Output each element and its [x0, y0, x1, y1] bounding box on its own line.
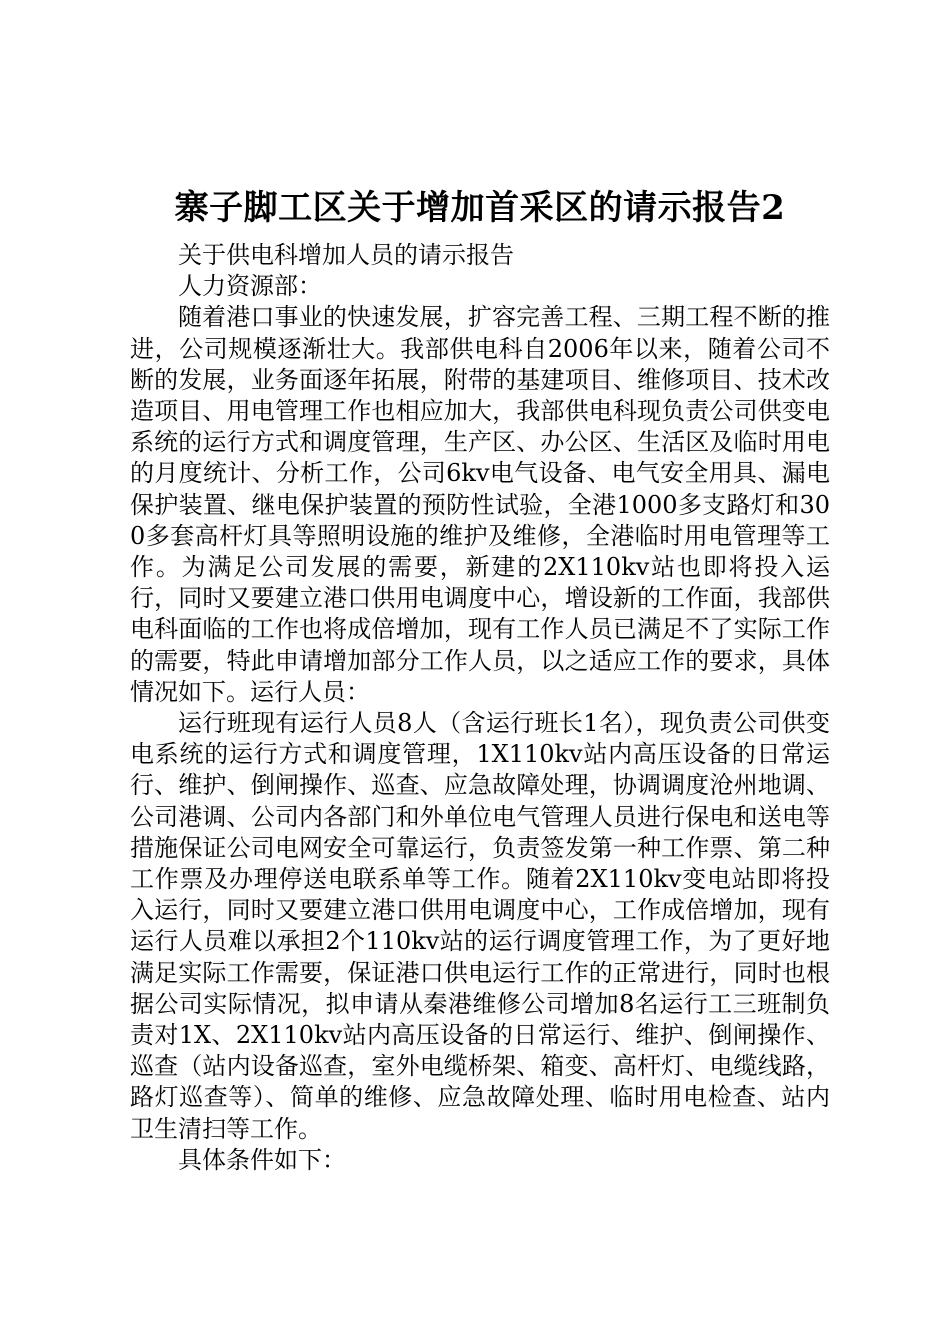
closing-line: 具体条件如下：	[178, 1145, 346, 1174]
addressee: 人力资源部：	[178, 272, 322, 301]
document-page	[130, 186, 830, 1176]
body-paragraph: 运行班现有运行人员8人（含运行班长1名），现负责公司供变电系统的运行方式和调度管理，1X110kv站内高压设备的日常运行、维护、倒闸操作、巡查、应急故障处理，协调调度沧州地调、公司港调、公司内各部门和外单位电气管理人员进行保电和送电等措施保证公司电网安全可靠运行，负责签发第一种工作票、第二种工作票及办理停送电联系单等工作。随着2X110kv变电站即将投入运行，同时又要建立港口供用电调度中心，工作成倍增加，现有运行人员难以承担2个110kv站的运行调度管理工作，为了更好地满足实际工作需要，保证港口供电运行工作的正常进行，同时也根据公司实际情况，拟申请从秦港维修公司增加8名运行工三班制负责对1X、2X110kv站内高压设备的日常运行、维护、倒闸操作、巡查（站内设备巡查，室外电缆桥架、箱变、高杆灯、电缆线路，路灯巡查等）、简单的维修、应急故障处理、临时用电检查、站内卫生清扫等工作。	[130, 709, 830, 1143]
document-subtitle: 关于供电科增加人员的请示报告	[178, 241, 514, 269]
body-paragraph: 随着港口事业的快速发展，扩容完善工程、三期工程不断的推进，公司规模逐渐壮大。我部供电科自2006年以来，随着公司不断的发展，业务面逐年拓展，附带的基建项目、维修项目、技术改造项目、用电管理工作也相应加大，我部供电科现负责公司供变电系统的运行方式和调度管理，生产区、办公区、生活区及临时用电的月度统计、分析工作，公司6kv电气设备、电气安全用具、漏电保护装置、继电保护装置的预防性试验，全港1000多支路灯和300多套高杆灯具等照明设施的维护及维修，全港临时用电管理等工作。为满足公司发展的需要，新建的2X110kv站也即将投入运行，同时又要建立港口供用电调度中心，增设新的工作面，我部供电科面临的工作也将成倍增加，现有工作人员已满足不了实际工作的需要，特此申请增加部分工作人员，以之适应工作的要求，具体情况如下。运行人员：	[130, 303, 830, 706]
document-title: 寨子脚工区关于增加首采区的请示报告2	[174, 188, 786, 228]
